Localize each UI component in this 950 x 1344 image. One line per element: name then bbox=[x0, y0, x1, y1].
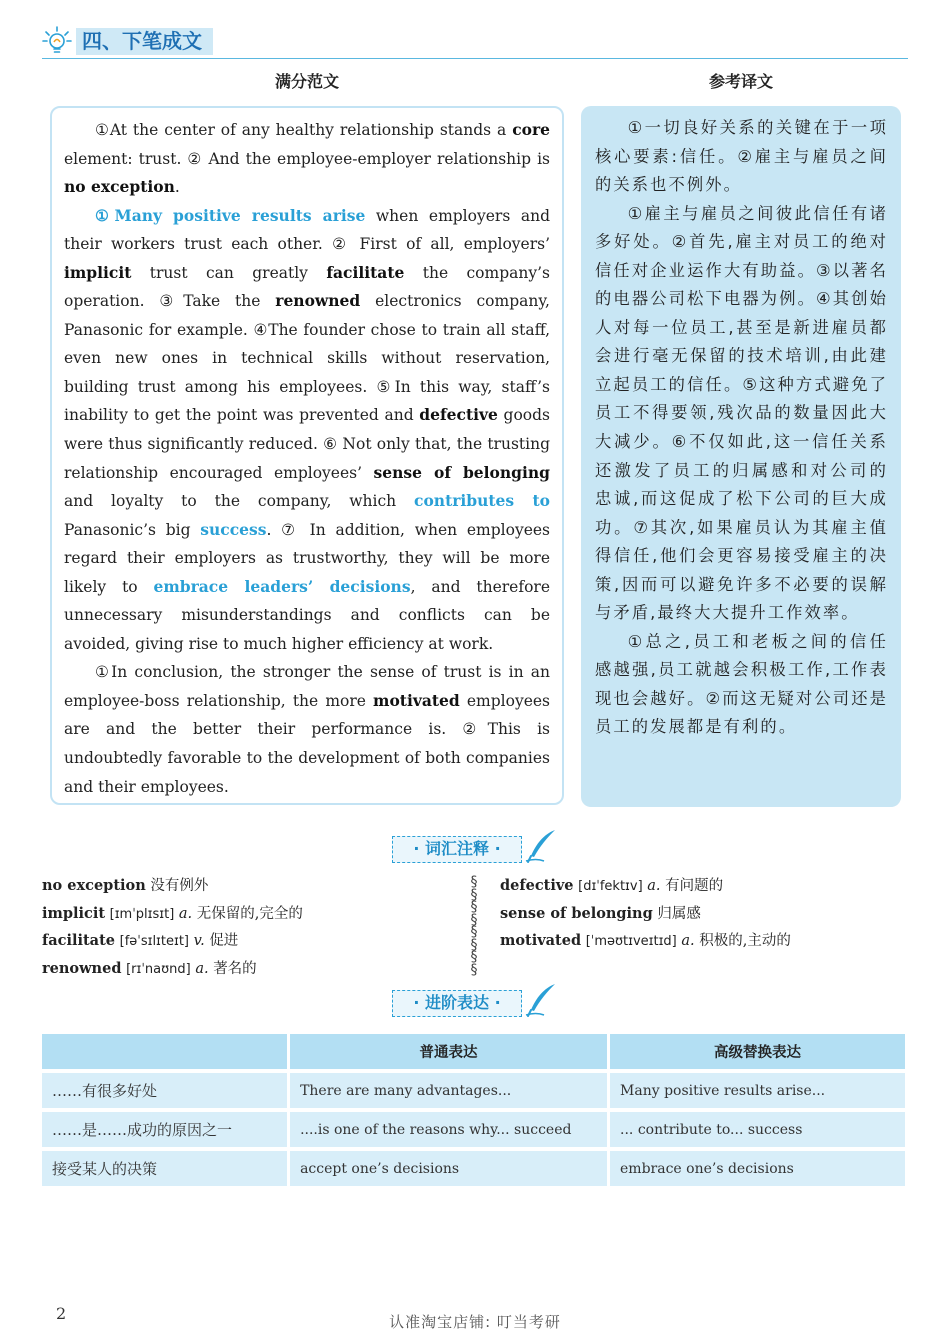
table-cell: There are many advantages... bbox=[290, 1073, 607, 1108]
vocab-item: defective [dɪˈfektɪv] a. 有问题的 bbox=[500, 877, 724, 894]
translation-paragraph-3: ①总之,员工和老板之间的信任感越强,员工就越会积极工作,工作表现也会越好。②而这无疑对公司还是员工的发展都是有利的。 bbox=[595, 631, 888, 737]
page-number: 2 bbox=[56, 1304, 67, 1323]
essay-paragraph-1: ①At the center of any healthy relationship stands a core element: trust. ② And the employee-employer relationship is no exception. bbox=[64, 120, 550, 197]
model-essay-box bbox=[50, 106, 564, 805]
table-cell: ……有很多好处 bbox=[42, 1073, 287, 1108]
vocab-item: implicit [ɪmˈplɪsɪt] a. 无保留的,完全的 bbox=[42, 904, 303, 922]
vocab-badge: · 词汇注释 · bbox=[392, 836, 522, 863]
quill-icon bbox=[522, 982, 558, 1018]
lightbulb-icon bbox=[42, 26, 72, 56]
vocab-item: motivated [ˈməʊtɪveɪtɪd] a. 积极的,主动的 bbox=[500, 932, 791, 949]
section-title: 四、下笔成文 bbox=[76, 28, 213, 55]
table-row bbox=[42, 1073, 905, 1108]
vocab-item: renowned [rɪˈnaʊnd] a. 著名的 bbox=[42, 959, 257, 977]
table-cell: 接受某人的决策 bbox=[42, 1151, 287, 1186]
essay-heading: 满分范文 bbox=[274, 72, 339, 91]
table-row bbox=[42, 1112, 905, 1147]
vocab-list-left bbox=[42, 873, 462, 983]
table-cell: embrace one’s decisions bbox=[610, 1151, 905, 1186]
table-header-cell: 高级替换表达 bbox=[610, 1034, 905, 1069]
vocab-item: no exception 没有例外 bbox=[42, 877, 209, 894]
table-cell: ……是……成功的原因之一 bbox=[42, 1112, 287, 1147]
expression-table bbox=[42, 1030, 908, 1190]
translation-paragraph-1: ①一切良好关系的关键在于一项核心要素:信任。②雇主与雇员之间的关系也不例外。 bbox=[595, 118, 888, 195]
footer-note: 认准淘宝店铺: 叮当考研 bbox=[389, 1313, 561, 1331]
table-header-row bbox=[42, 1034, 905, 1069]
table-cell: ....is one of the reasons why... succeed bbox=[290, 1112, 607, 1147]
header-divider bbox=[42, 58, 908, 59]
table-cell: accept one’s decisions bbox=[290, 1151, 607, 1186]
wavy-divider: § § § § § § § § bbox=[470, 874, 478, 978]
quill-icon bbox=[522, 828, 558, 864]
table-header-cell: 普通表达 bbox=[290, 1034, 607, 1069]
table-cell: ... contribute to... success bbox=[610, 1112, 905, 1147]
translation-box bbox=[581, 106, 901, 807]
table-row bbox=[42, 1151, 905, 1186]
translation-paragraph-2: ①雇主与雇员之间彼此信任有诸多好处。②首先,雇主对员工的绝对信任对企业运作大有助益。③以著名的电器公司松下电器为例。④其创始人对每一位员工,甚至是新进雇员都会进行毫无保留的技术培训,由此建立起员工的信任。⑤这种方式避免了员工不得要领,残次品的数量因此大大减少。⑥不仅如此,这一信任关系还激发了员工的归属感和对公司的忠诚,而这促成了松下公司的巨大成功。⑦其次,如果雇员认为其雇主值得信任,他们会更容易接受雇主的决策,因而可以避免许多不必要的误解与矛盾,最终大大提升工作效率。 bbox=[595, 203, 888, 623]
vocab-list-right bbox=[500, 873, 908, 956]
table-cell: Many positive results arise... bbox=[610, 1073, 905, 1108]
essay-paragraph-2: ①Many positive results arise when employers and their workers trust each other. ② First of all, employers’ implicit trust can greatly facilitate the company’s operation. ③Take the renowned electronics company, Panasonic for example. ④The founder chose to train all staff, even new ones in technical skills without reservation, building trust among his employees. ⑤In this way, staff’s inability to get the point was prevented and defective goods were thus significantly reduced. ⑥ Not only that, the trusting relationship encouraged employees’ sense of belonging and loyalty to the company, which contributes to Panasonic’s big success. ⑦ In addition, when employees regard their employers as trustworthy, they will be more likely to embrace leaders’ decisions, and therefore unnecessary misunderstandings and conflicts can be avoided, giving rise to much higher efficiency at work. bbox=[64, 205, 551, 653]
table-header-cell bbox=[42, 1034, 287, 1069]
translation-heading: 参考译文 bbox=[708, 72, 773, 91]
vocab-item: sense of belonging 归属感 bbox=[500, 904, 701, 922]
essay-paragraph-3: ①In conclusion, the stronger the sense of trust is in an employee-boss relationship, the more motivated employees are and the better their performance is. ②This is undoubtedly favorable to the development of both companies and their employees. bbox=[64, 663, 550, 796]
advanced-badge: · 进阶表达 · bbox=[392, 990, 522, 1017]
vocab-item: facilitate [fəˈsɪlɪteɪt] v. 促进 bbox=[42, 932, 239, 949]
